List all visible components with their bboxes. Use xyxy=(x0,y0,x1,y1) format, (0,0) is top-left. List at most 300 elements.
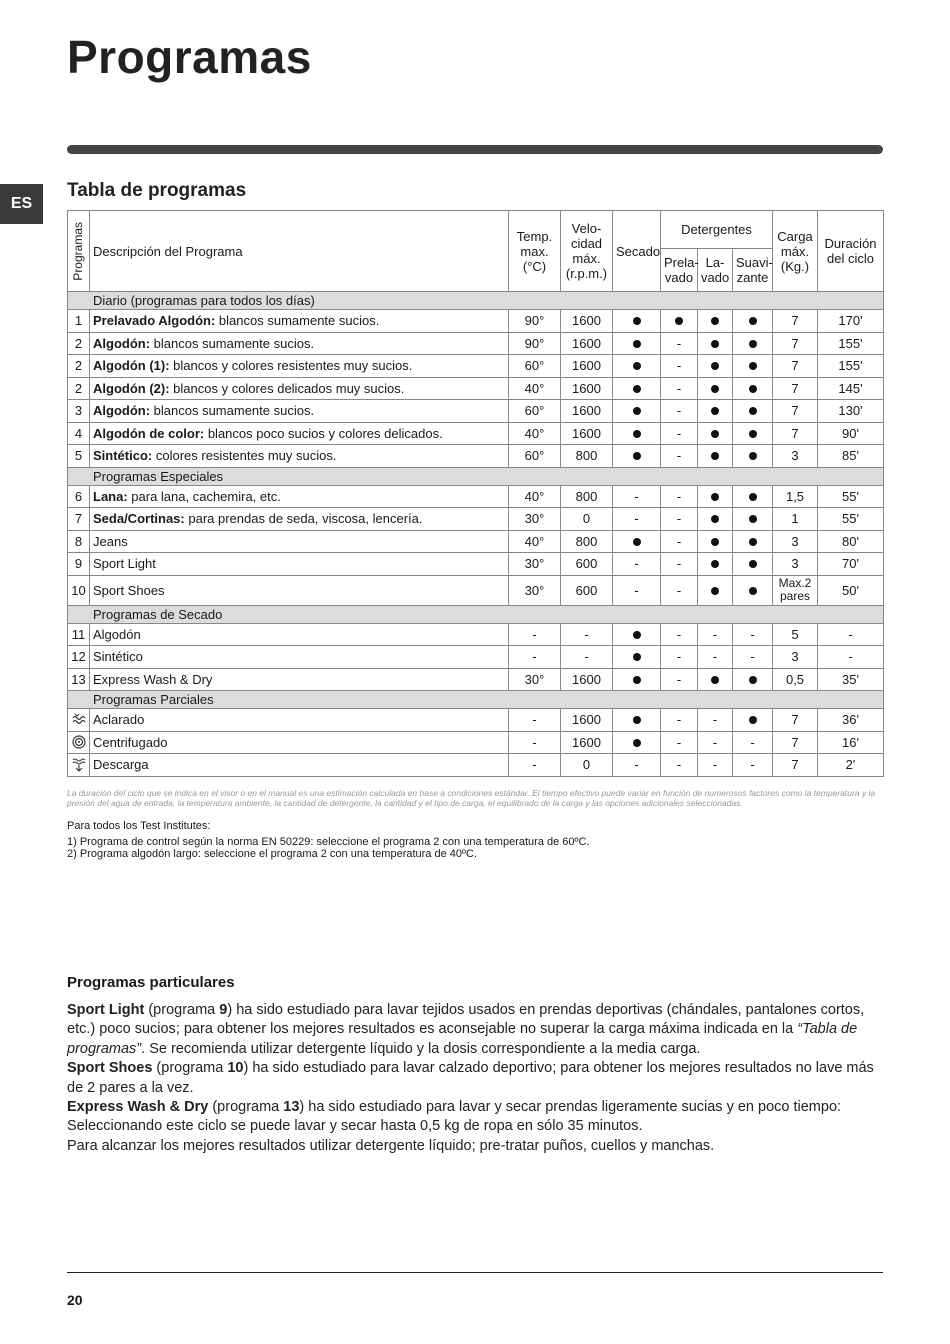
particulares-body xyxy=(67,1001,887,1156)
prelavado-cell: - xyxy=(661,646,698,669)
bullet-icon xyxy=(749,538,757,546)
paragraph-recommendation: Para alcanzar los mejores resultados utilizar detergente líquido; pre-tratar puños, cuellos y manchas. xyxy=(67,1137,715,1154)
particulares-title: Programas particulares xyxy=(67,974,235,991)
test-note-1: 1) Programa de control según la norma EN 50229: seleccione el programa 2 con una temperatura de 60ºC. xyxy=(67,836,590,848)
suavizante-cell xyxy=(733,709,773,732)
rinse-icon xyxy=(71,713,86,727)
speed-value: 1600 xyxy=(561,377,613,400)
bullet-icon xyxy=(749,493,757,501)
bullet-icon xyxy=(633,362,641,370)
program-description xyxy=(90,332,509,355)
speed-value: 600 xyxy=(561,553,613,576)
program-name: Algodón (1): xyxy=(93,358,170,374)
program-number: 11 xyxy=(68,623,90,646)
program-number: 2 xyxy=(68,332,90,355)
bullet-icon xyxy=(711,362,719,370)
suavizante-cell: - xyxy=(733,646,773,669)
temp-value: 90° xyxy=(509,310,561,333)
prelavado-cell: - xyxy=(661,553,698,576)
temp-value: 60° xyxy=(509,355,561,378)
speed-value: - xyxy=(561,646,613,669)
lavado-cell xyxy=(698,553,733,576)
prelavado-cell: - xyxy=(661,332,698,355)
program-number: 6 xyxy=(68,485,90,508)
bullet-icon xyxy=(711,515,719,523)
suavizante-cell xyxy=(733,377,773,400)
prelavado-cell: - xyxy=(661,377,698,400)
secado-cell xyxy=(613,377,661,400)
secado-cell xyxy=(613,400,661,423)
suavizante-cell xyxy=(733,553,773,576)
duration-value: 50' xyxy=(818,575,884,605)
header-descripcion: Descripción del Programa xyxy=(90,211,509,292)
prelavado-cell: - xyxy=(661,754,698,777)
load-value: 7 xyxy=(773,731,818,754)
lavado-cell xyxy=(698,400,733,423)
secado-cell xyxy=(613,709,661,732)
bullet-icon xyxy=(675,317,683,325)
suavizante-cell xyxy=(733,530,773,553)
program-name: Algodón (2): xyxy=(93,380,170,396)
program-description xyxy=(90,400,509,423)
bullet-icon xyxy=(711,452,719,460)
temp-value: - xyxy=(509,646,561,669)
load-value: 1 xyxy=(773,508,818,531)
bullet-icon xyxy=(711,407,719,415)
program-icon-cell xyxy=(68,731,90,754)
load-value: 7 xyxy=(773,310,818,333)
bullet-icon xyxy=(633,340,641,348)
bullet-icon xyxy=(749,340,757,348)
duration-value: - xyxy=(818,623,884,646)
prelavado-cell: - xyxy=(661,709,698,732)
table-row xyxy=(68,508,884,531)
load-value: 0,5 xyxy=(773,668,818,691)
speed-value: 1600 xyxy=(561,731,613,754)
bullet-icon xyxy=(749,385,757,393)
program-name: Lana: xyxy=(93,488,128,504)
program-description xyxy=(90,731,509,754)
load-value: 7 xyxy=(773,754,818,777)
secado-cell xyxy=(613,332,661,355)
temp-value: - xyxy=(509,731,561,754)
header-programas: Programas xyxy=(68,211,90,292)
table-row xyxy=(68,377,884,400)
test-note-2: 2) Programa algodón largo: seleccione el programa 2 con una temperatura de 40ºC. xyxy=(67,848,478,860)
speed-value: - xyxy=(561,623,613,646)
prelavado-cell: - xyxy=(661,575,698,605)
program-description xyxy=(90,553,509,576)
group-title: Diario (programas para todos los días) xyxy=(68,292,884,310)
bullet-icon xyxy=(749,587,757,595)
load-value: 1,5 xyxy=(773,485,818,508)
program-description xyxy=(90,485,509,508)
table-row xyxy=(68,530,884,553)
bullet-icon xyxy=(749,362,757,370)
suavizante-cell xyxy=(733,422,773,445)
prelavado-cell: - xyxy=(661,508,698,531)
program-name: Sport Shoes xyxy=(93,582,165,598)
program-description xyxy=(90,668,509,691)
section-title: Tabla de programas xyxy=(67,180,247,201)
header-carga: Carga máx. (Kg.) xyxy=(773,211,818,292)
load-value: 5 xyxy=(773,623,818,646)
program-number: 10 xyxy=(68,575,90,605)
group-title: Programas Especiales xyxy=(68,467,884,485)
program-detail: blancos y colores delicados muy sucios. xyxy=(169,380,405,396)
bullet-icon xyxy=(749,317,757,325)
paragraph-sport-shoes: Sport Shoes (programa 10) ha sido estudiado para lavar calzado deportivo; para obtener los mejores resultados no lave más de 2 pares a la vez. xyxy=(67,1060,874,1096)
program-detail: blancos y colores resistentes muy sucios. xyxy=(169,358,413,374)
program-name: Seda/Cortinas: xyxy=(93,511,185,527)
secado-cell xyxy=(613,422,661,445)
program-name: Centrifugado xyxy=(93,734,168,750)
program-description xyxy=(90,709,509,732)
speed-value: 800 xyxy=(561,530,613,553)
duration-value: 35' xyxy=(818,668,884,691)
bullet-icon xyxy=(633,676,641,684)
program-description xyxy=(90,575,509,605)
table-row xyxy=(68,355,884,378)
paragraph-sport-light: Sport Light (programa 9) ha sido estudiado para lavar tejidos usados en prendas deportivas (chándales, pantalones cortos, etc.) poco sucios; para obtener los mejores resultados es aconsejable no superar la carga máxima indicada en la “Tabla de programas”. Se recomienda utilizar detergente líquido y la dosis correspondiente a la media carga. xyxy=(67,1002,865,1057)
duration-value: 155' xyxy=(818,355,884,378)
temp-value: 40° xyxy=(509,377,561,400)
program-description xyxy=(90,355,509,378)
lavado-cell xyxy=(698,377,733,400)
program-detail: para lana, cachemira, etc. xyxy=(127,488,281,504)
prelavado-cell xyxy=(661,310,698,333)
test-institutes-heading: Para todos los Test Institutes: xyxy=(67,820,211,832)
speed-value: 1600 xyxy=(561,332,613,355)
program-name: Algodón xyxy=(93,626,141,642)
lavado-cell: - xyxy=(698,754,733,777)
prelavado-cell: - xyxy=(661,668,698,691)
duration-footnote: La duración del ciclo que se indica en el visor o en el manual es una estimación calculada en base a condiciones estándar. El tiempo efectivo puede variar en función de numerosos factores como la temperatura y la presión del agua de entrada, la temperatura ambiente, la cantidad de detergente, la cantidad y el tipo de carga, el equilibrado de la carga y las opciones adicionales seleccionadas. xyxy=(67,788,876,808)
program-detail: para prendas de seda, viscosa, lencería. xyxy=(184,511,423,527)
bullet-icon xyxy=(633,407,641,415)
header-secado: Secado xyxy=(613,211,661,292)
bullet-icon xyxy=(749,430,757,438)
group-row xyxy=(68,691,884,709)
header-suavizante: Suavi- zante xyxy=(733,249,773,292)
program-description xyxy=(90,623,509,646)
group-title: Programas Parciales xyxy=(68,691,884,709)
bullet-icon xyxy=(749,716,757,724)
lavado-cell: - xyxy=(698,731,733,754)
bullet-icon xyxy=(711,385,719,393)
program-number: 3 xyxy=(68,400,90,423)
temp-value: 30° xyxy=(509,668,561,691)
program-name: Algodón: xyxy=(93,335,151,351)
speed-value: 1600 xyxy=(561,668,613,691)
drain-icon xyxy=(71,757,86,773)
program-icon-cell xyxy=(68,754,90,777)
load-value: 7 xyxy=(773,332,818,355)
speed-value: 0 xyxy=(561,754,613,777)
lavado-cell xyxy=(698,445,733,468)
lavado-cell xyxy=(698,355,733,378)
program-number: 7 xyxy=(68,508,90,531)
table-row xyxy=(68,623,884,646)
program-icon-cell xyxy=(68,709,90,732)
lavado-cell xyxy=(698,668,733,691)
load-value: Max.2 pares xyxy=(773,575,818,605)
duration-value: 155' xyxy=(818,332,884,355)
secado-cell xyxy=(613,623,661,646)
program-detail: blancos sumamente sucios. xyxy=(150,335,315,351)
programs-table-body xyxy=(68,292,884,777)
temp-value: 30° xyxy=(509,575,561,605)
lavado-cell xyxy=(698,310,733,333)
bullet-icon xyxy=(633,317,641,325)
lavado-cell: - xyxy=(698,646,733,669)
table-row xyxy=(68,668,884,691)
load-value: 7 xyxy=(773,400,818,423)
bullet-icon xyxy=(749,407,757,415)
bullet-icon xyxy=(711,317,719,325)
program-detail: blancos sumamente sucios. xyxy=(150,403,315,419)
title-divider xyxy=(67,145,883,154)
load-value: 3 xyxy=(773,553,818,576)
program-name: Sport Light xyxy=(93,556,156,572)
load-value: 7 xyxy=(773,377,818,400)
speed-value: 1600 xyxy=(561,310,613,333)
header-lavado: La- vado xyxy=(698,249,733,292)
suavizante-cell: - xyxy=(733,754,773,777)
suavizante-cell: - xyxy=(733,731,773,754)
load-value: 3 xyxy=(773,646,818,669)
group-row xyxy=(68,605,884,623)
bullet-icon xyxy=(711,676,719,684)
lavado-cell xyxy=(698,485,733,508)
secado-cell xyxy=(613,355,661,378)
temp-value: 30° xyxy=(509,553,561,576)
table-row xyxy=(68,646,884,669)
table-row xyxy=(68,709,884,732)
bullet-icon xyxy=(711,340,719,348)
program-description xyxy=(90,530,509,553)
program-number: 4 xyxy=(68,422,90,445)
load-value: 7 xyxy=(773,709,818,732)
program-description xyxy=(90,445,509,468)
secado-cell xyxy=(613,646,661,669)
program-description xyxy=(90,377,509,400)
program-name: Algodón: xyxy=(93,403,151,419)
temp-value: 60° xyxy=(509,445,561,468)
footer-divider xyxy=(67,1272,883,1273)
program-name: Aclarado xyxy=(93,712,145,728)
temp-value: 40° xyxy=(509,530,561,553)
load-value: 7 xyxy=(773,422,818,445)
lavado-cell xyxy=(698,575,733,605)
duration-value: 36' xyxy=(818,709,884,732)
lavado-cell: - xyxy=(698,709,733,732)
duration-value: 170' xyxy=(818,310,884,333)
speed-value: 0 xyxy=(561,508,613,531)
secado-cell xyxy=(613,310,661,333)
header-detergentes: Detergentes xyxy=(661,211,773,249)
program-number: 9 xyxy=(68,553,90,576)
temp-value: - xyxy=(509,709,561,732)
bullet-icon xyxy=(749,560,757,568)
secado-cell: - xyxy=(613,754,661,777)
secado-cell xyxy=(613,731,661,754)
bullet-icon xyxy=(749,676,757,684)
duration-value: 90' xyxy=(818,422,884,445)
duration-value: 80' xyxy=(818,530,884,553)
prelavado-cell: - xyxy=(661,530,698,553)
program-detail: blancos sumamente sucios. xyxy=(215,313,380,329)
temp-value: 90° xyxy=(509,332,561,355)
bullet-icon xyxy=(633,452,641,460)
program-name: Express Wash & Dry xyxy=(93,671,213,687)
group-row xyxy=(68,467,884,485)
program-description xyxy=(90,310,509,333)
speed-value: 1600 xyxy=(561,422,613,445)
program-detail: blancos poco sucios y colores delicados. xyxy=(204,425,443,441)
bullet-icon xyxy=(633,631,641,639)
bullet-icon xyxy=(633,430,641,438)
program-name: Sintético xyxy=(93,649,143,665)
table-row xyxy=(68,575,884,605)
prelavado-cell: - xyxy=(661,400,698,423)
bullet-icon xyxy=(633,739,641,747)
program-number: 5 xyxy=(68,445,90,468)
suavizante-cell xyxy=(733,445,773,468)
spin-icon xyxy=(71,735,86,749)
bullet-icon xyxy=(633,538,641,546)
suavizante-cell xyxy=(733,400,773,423)
language-tab: ES xyxy=(0,184,43,224)
header-velocidad: Velo- cidad máx. (r.p.m.) xyxy=(561,211,613,292)
program-name: Algodón de color: xyxy=(93,425,205,441)
lavado-cell: - xyxy=(698,623,733,646)
test-institutes-notes xyxy=(67,836,590,860)
temp-value: 30° xyxy=(509,508,561,531)
table-row xyxy=(68,485,884,508)
header-temp: Temp. max. (°C) xyxy=(509,211,561,292)
bullet-icon xyxy=(633,385,641,393)
speed-value: 800 xyxy=(561,485,613,508)
suavizante-cell xyxy=(733,668,773,691)
bullet-icon xyxy=(633,653,641,661)
table-row xyxy=(68,310,884,333)
prelavado-cell: - xyxy=(661,623,698,646)
lavado-cell xyxy=(698,422,733,445)
prelavado-cell: - xyxy=(661,355,698,378)
page-title: Programas xyxy=(67,31,312,83)
bullet-icon xyxy=(711,560,719,568)
program-number: 12 xyxy=(68,646,90,669)
program-name: Prelavado Algodón: xyxy=(93,313,216,329)
programs-table xyxy=(67,210,884,777)
group-row xyxy=(68,292,884,310)
duration-value: - xyxy=(818,646,884,669)
temp-value: 40° xyxy=(509,422,561,445)
duration-value: 16' xyxy=(818,731,884,754)
bullet-icon xyxy=(749,452,757,460)
duration-value: 130' xyxy=(818,400,884,423)
paragraph-express-wash: Express Wash & Dry (programa 13) ha sido estudiado para lavar y secar prendas ligeramente sucias y en poco tiempo: Seleccionando este ciclo se puede lavar y secar hasta 0,5 kg de ropa en sólo 35 minutos. xyxy=(67,1099,842,1135)
speed-value: 1600 xyxy=(561,709,613,732)
header-duracion: Duración del ciclo xyxy=(818,211,884,292)
secado-cell xyxy=(613,530,661,553)
load-value: 3 xyxy=(773,530,818,553)
program-name: Descarga xyxy=(93,757,149,773)
duration-value: 2' xyxy=(818,754,884,777)
prelavado-cell: - xyxy=(661,445,698,468)
bullet-icon xyxy=(633,716,641,724)
prelavado-cell: - xyxy=(661,731,698,754)
program-number: 1 xyxy=(68,310,90,333)
program-number: 2 xyxy=(68,377,90,400)
speed-value: 800 xyxy=(561,445,613,468)
lavado-cell xyxy=(698,508,733,531)
speed-value: 1600 xyxy=(561,400,613,423)
suavizante-cell xyxy=(733,485,773,508)
load-value: 7 xyxy=(773,355,818,378)
bullet-icon xyxy=(749,515,757,523)
table-row xyxy=(68,422,884,445)
load-value: 3 xyxy=(773,445,818,468)
suavizante-cell xyxy=(733,508,773,531)
suavizante-cell xyxy=(733,355,773,378)
lavado-cell xyxy=(698,530,733,553)
bullet-icon xyxy=(711,493,719,501)
program-description xyxy=(90,646,509,669)
table-row xyxy=(68,332,884,355)
secado-cell: - xyxy=(613,553,661,576)
table-row xyxy=(68,754,884,777)
prelavado-cell: - xyxy=(661,422,698,445)
page-number: 20 xyxy=(67,1292,83,1308)
temp-value: 40° xyxy=(509,485,561,508)
suavizante-cell xyxy=(733,575,773,605)
speed-value: 1600 xyxy=(561,355,613,378)
suavizante-cell: - xyxy=(733,623,773,646)
bullet-icon xyxy=(711,538,719,546)
speed-value: 600 xyxy=(561,575,613,605)
temp-value: - xyxy=(509,754,561,777)
group-title: Programas de Secado xyxy=(68,605,884,623)
program-description xyxy=(90,508,509,531)
prelavado-cell: - xyxy=(661,485,698,508)
duration-value: 55' xyxy=(818,508,884,531)
table-row xyxy=(68,400,884,423)
suavizante-cell xyxy=(733,332,773,355)
program-description xyxy=(90,754,509,777)
table-row xyxy=(68,731,884,754)
program-number: 2 xyxy=(68,355,90,378)
secado-cell: - xyxy=(613,485,661,508)
secado-cell: - xyxy=(613,508,661,531)
secado-cell xyxy=(613,668,661,691)
bullet-icon xyxy=(711,430,719,438)
lavado-cell xyxy=(698,332,733,355)
temp-value: 60° xyxy=(509,400,561,423)
program-detail: colores resistentes muy sucios. xyxy=(152,448,337,464)
bullet-icon xyxy=(711,587,719,595)
program-name: Sintético: xyxy=(93,448,153,464)
duration-value: 85' xyxy=(818,445,884,468)
table-row xyxy=(68,553,884,576)
duration-value: 70' xyxy=(818,553,884,576)
program-number: 13 xyxy=(68,668,90,691)
temp-value: - xyxy=(509,623,561,646)
table-row xyxy=(68,445,884,468)
duration-value: 55' xyxy=(818,485,884,508)
header-prelavado: Prela- vado xyxy=(661,249,698,292)
